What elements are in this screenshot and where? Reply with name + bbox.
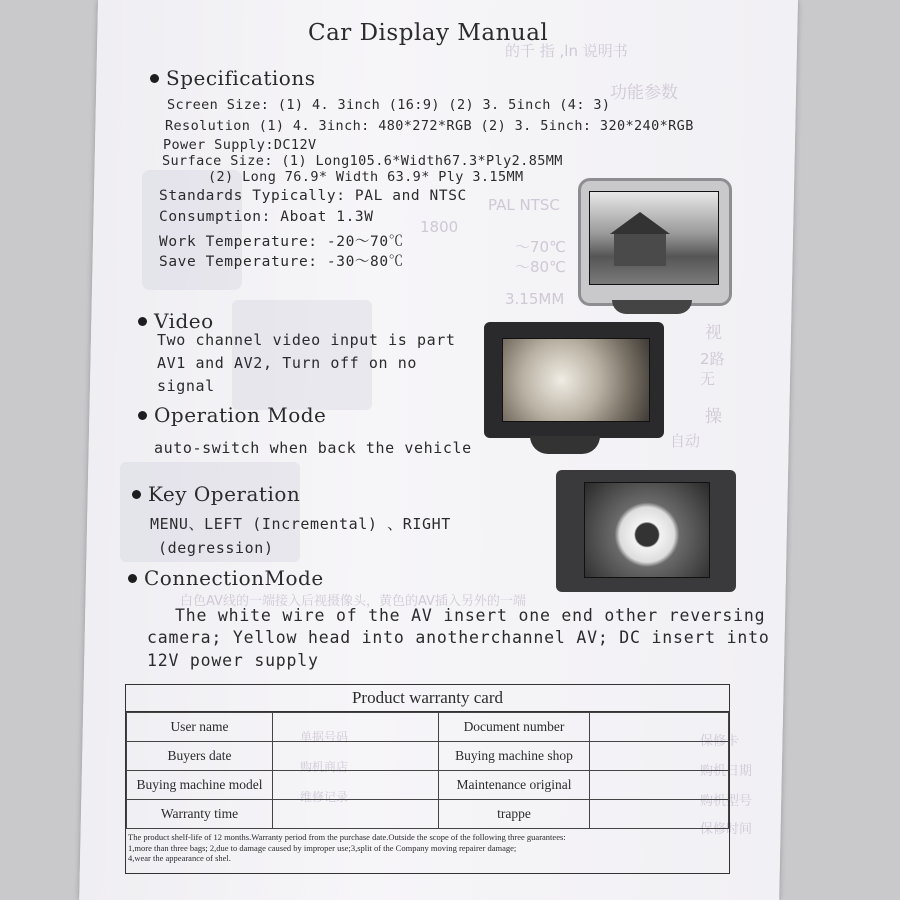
bullet-icon bbox=[128, 574, 137, 583]
table-cell: User name bbox=[127, 713, 273, 742]
spec-line-standards: Standards Typically: PAL and NTSC bbox=[159, 188, 467, 204]
key-operation-heading bbox=[132, 482, 300, 506]
connection-mode-line-3: 12V power supply bbox=[147, 651, 319, 670]
table-cell: Document number bbox=[439, 713, 590, 742]
ghost-table4: 保修时间 bbox=[700, 822, 753, 837]
page-title: Car Display Manual bbox=[308, 20, 549, 46]
table-cell: Buyers date bbox=[127, 742, 273, 771]
table-cell bbox=[273, 771, 439, 800]
operation-mode-line-1: auto-switch when back the vehicle bbox=[154, 439, 472, 457]
spec-line-screen-size: Screen Size: (1) 4. 3inch (16:9) (2) 3. 5inch (4: 3) bbox=[167, 97, 611, 113]
bullet-icon bbox=[138, 317, 147, 326]
connection-mode-heading-text: ConnectionMode bbox=[144, 566, 324, 590]
ghost-cn3: 无 bbox=[700, 370, 716, 388]
table-row bbox=[127, 742, 729, 771]
bullet-icon bbox=[132, 490, 141, 499]
warranty-note-line-1: The product shelf-life of 12 months.Warranty period from the purchase date.Outside the scope of the following three guarantees: bbox=[128, 832, 566, 842]
warranty-card bbox=[125, 684, 730, 874]
spec-line-power: Power Supply:DC12V bbox=[163, 137, 317, 153]
monitor-stand-1 bbox=[612, 300, 692, 314]
specifications-heading bbox=[150, 66, 315, 90]
connection-mode-line-2: camera; Yellow head into anotherchannel AV; DC insert into bbox=[147, 628, 770, 647]
ghost-table3: 购机型号 bbox=[700, 794, 753, 809]
table-row bbox=[127, 713, 729, 742]
table-row bbox=[127, 800, 729, 829]
connection-mode-heading bbox=[128, 566, 324, 590]
bullet-icon bbox=[138, 411, 147, 420]
ghost-cn1: 视 bbox=[705, 323, 722, 343]
ghost-cn4: 操 bbox=[705, 407, 722, 427]
spec-line-work-temp: Work Temperature: -20～70℃ bbox=[159, 234, 404, 250]
monitor-image-flower bbox=[556, 470, 736, 592]
ghost-cn5: 自动 bbox=[670, 432, 701, 450]
monitor-image-4-3inch bbox=[484, 322, 664, 438]
ghost-res: 1800 bbox=[420, 218, 459, 236]
key-operation-line-1: MENU、LEFT (Incremental) 、RIGHT bbox=[150, 515, 451, 533]
warranty-note-line-2: 1,more than three bags; 2,due to damage caused by improper use;3,split of the Company moving repairer damage; bbox=[128, 842, 517, 853]
ghost-top-right: 的千 指 ,ln 说明书 bbox=[505, 42, 628, 60]
bullet-icon bbox=[150, 74, 159, 83]
monitor-image-3-5inch bbox=[578, 178, 732, 306]
video-heading-text: Video bbox=[154, 309, 214, 333]
table-cell bbox=[273, 742, 439, 771]
ghost-cell3: 维修记录 bbox=[300, 790, 349, 804]
monitor-screen-flower bbox=[584, 482, 710, 578]
ghost-cell2: 购机商店 bbox=[300, 760, 349, 774]
spec-line-consumption: Consumption: Aboat 1.3W bbox=[159, 209, 374, 225]
ghost-cn-line: 白色AV线的一端接入后视摄像头，黄色的AV插入另外的一端 bbox=[180, 594, 526, 609]
warranty-card-title: Product warranty card bbox=[126, 685, 729, 712]
spec-line-save-temp: Save Temperature: -30～80℃ bbox=[159, 254, 404, 270]
video-line-2: AV1 and AV2, Turn off on no bbox=[157, 354, 418, 372]
table-cell: Maintenance original bbox=[439, 771, 590, 800]
table-cell bbox=[590, 800, 729, 829]
ghost-table2: 购机日期 bbox=[700, 764, 753, 779]
spec-line-resolution: Resolution (1) 4. 3inch: 480*272*RGB (2) 3. 5inch: 320*240*RGB bbox=[165, 118, 694, 134]
table-cell: trappe bbox=[439, 800, 590, 829]
table-cell bbox=[273, 800, 439, 829]
operation-mode-heading-text: Operation Mode bbox=[154, 403, 327, 427]
table-cell: Warranty time bbox=[127, 800, 273, 829]
ghost-table1: 保修卡 bbox=[700, 734, 740, 749]
video-line-3: signal bbox=[157, 377, 215, 395]
ghost-mm: 3.15MM bbox=[505, 290, 565, 308]
table-cell bbox=[590, 713, 729, 742]
ghost-cn2: 2路 bbox=[700, 350, 725, 368]
table-cell: Buying machine shop bbox=[439, 742, 590, 771]
warranty-card-table bbox=[126, 712, 729, 829]
ghost-temp2: ～80℃ bbox=[515, 258, 566, 276]
ghost-temp1: ～70℃ bbox=[515, 238, 566, 256]
warranty-note bbox=[126, 829, 729, 867]
operation-mode-heading bbox=[138, 403, 326, 427]
roof-shape bbox=[610, 212, 670, 234]
spec-line-surface-2: (2) Long 76.9* Width 63.9* Ply 3.15MM bbox=[208, 169, 524, 185]
ghost-heading: 功能参数 bbox=[610, 83, 678, 103]
house-shape bbox=[614, 232, 666, 266]
monitor-screen-house bbox=[589, 191, 719, 285]
table-cell bbox=[273, 713, 439, 742]
key-operation-heading-text: Key Operation bbox=[148, 482, 301, 506]
table-cell bbox=[590, 771, 729, 800]
specifications-heading-text: Specifications bbox=[166, 66, 316, 90]
table-row bbox=[127, 771, 729, 800]
warranty-note-line-3: 4,wear the appearance of shel. bbox=[128, 853, 231, 863]
table-cell: Buying machine model bbox=[127, 771, 273, 800]
monitor-screen-shells bbox=[502, 338, 650, 422]
key-operation-line-2: (degression) bbox=[158, 539, 274, 557]
ghost-cell1: 单据号码 bbox=[300, 730, 349, 744]
connection-mode-line-1: The white wire of the AV insert one end other reversing bbox=[175, 606, 766, 625]
monitor-stand-2 bbox=[530, 436, 600, 454]
table-cell bbox=[590, 742, 729, 771]
video-line-1: Two channel video input is part bbox=[157, 331, 456, 349]
ghost-pal: PAL NTSC bbox=[488, 196, 560, 214]
spec-line-surface: Surface Size: (1) Long105.6*Width67.3*Ply2.85MM bbox=[162, 153, 563, 169]
